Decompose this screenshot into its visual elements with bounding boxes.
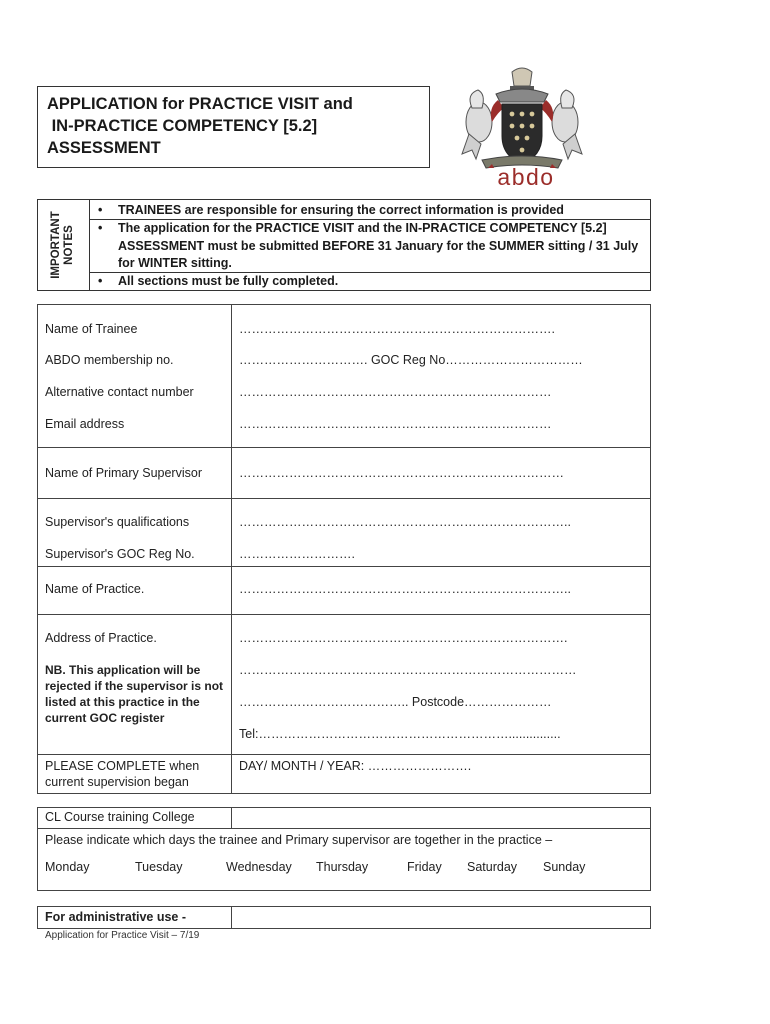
- admin-use-label: For administrative use -: [45, 910, 187, 924]
- supervision-date-field[interactable]: DAY/ MONTH / YEAR: …………………….: [239, 759, 472, 773]
- day-option-thursday[interactable]: Thursday: [316, 860, 369, 874]
- day-option-monday[interactable]: Monday: [45, 860, 90, 874]
- admin-use-divider: [231, 906, 232, 929]
- practice-telephone[interactable]: Tel:……………………………………………………...............: [239, 727, 561, 741]
- email-field[interactable]: …………………………………………………………………: [239, 417, 552, 431]
- form-title-line-2: IN-PRACTICE COMPETENCY [5.2]: [47, 117, 318, 135]
- practice-name-field[interactable]: ……………………………………………………………………..: [239, 582, 571, 596]
- important-notes-label-line-2: NOTES: [63, 225, 75, 265]
- table-row-divider: [37, 614, 651, 615]
- days-together-prompt: Please indicate which days the trainee and Primary supervisor are together in the practice –: [45, 833, 553, 847]
- practice-address-line-2[interactable]: ………………………………………………………………………: [239, 663, 577, 677]
- table-row-divider: [37, 754, 651, 755]
- important-notes-label-line-1: IMPORTANT: [50, 211, 62, 279]
- note-text: The application for the PRACTICE VISIT and the IN-PRACTICE COMPETENCY [5.2] ASSESSMENT must be submitted BEFORE 31 January for the SUMMER sitting / 31 July for WINTER sitting.: [118, 221, 639, 270]
- supervisor-goc-label: Supervisor's GOC Reg No.: [45, 547, 195, 561]
- cl-course-divider: [231, 807, 232, 828]
- practice-name-label: Name of Practice.: [45, 582, 145, 596]
- important-notes-sidebar: [37, 199, 90, 291]
- table-row-divider: [37, 566, 651, 567]
- trainee-name-field[interactable]: ………………………………………………………………….: [239, 322, 555, 336]
- form-title-line-1: APPLICATION for PRACTICE VISIT and: [47, 95, 353, 113]
- page-footer: Application for Practice Visit – 7/19: [45, 930, 200, 941]
- note-item: [98, 220, 648, 273]
- primary-supervisor-field[interactable]: ……………………………………………………………………: [239, 466, 564, 480]
- supervision-began-label-line-2: current supervision began: [45, 775, 189, 789]
- bullet-icon: •: [98, 221, 103, 235]
- day-option-friday[interactable]: Friday: [407, 860, 442, 874]
- abdo-wordmark: abdo: [497, 164, 555, 190]
- supervisor-qualifications-field[interactable]: ……………………………………………………………………..: [239, 515, 571, 529]
- abdo-membership-field[interactable]: …………………………. GOC Reg No……………………………: [239, 353, 583, 367]
- supervisor-goc-field[interactable]: ……………………….: [239, 547, 355, 561]
- supervisor-qualifications-label: Supervisor's qualifications: [45, 515, 190, 529]
- day-option-tuesday[interactable]: Tuesday: [135, 860, 183, 874]
- note-item: [98, 273, 648, 291]
- important-notes-label: [50, 211, 76, 279]
- alt-contact-field[interactable]: …………………………………………………………………: [239, 385, 552, 399]
- note-text: All sections must be fully completed.: [118, 274, 339, 288]
- cl-course-row-divider: [37, 828, 651, 829]
- note-text: TRAINEES are responsible for ensuring the correct information is provided: [118, 203, 564, 217]
- table-row-divider: [37, 447, 651, 448]
- day-option-saturday[interactable]: Saturday: [467, 860, 518, 874]
- table-column-divider: [231, 304, 232, 794]
- bullet-icon: •: [98, 274, 103, 288]
- primary-supervisor-label: Name of Primary Supervisor: [45, 466, 202, 480]
- supervisor-rejection-note: NB. This application will be rejected if the supervisor is not listed at this practice in the current GOC register: [45, 663, 224, 725]
- abdo-membership-label: ABDO membership no.: [45, 353, 174, 367]
- trainee-name-label: Name of Trainee: [45, 322, 138, 336]
- form-title-line-3: ASSESSMENT: [47, 139, 161, 157]
- practice-address-postcode[interactable]: ………………………………….. Postcode…………………: [239, 695, 552, 709]
- alt-contact-label: Alternative contact number: [45, 385, 194, 399]
- email-label: Email address: [45, 417, 125, 431]
- table-row-divider: [37, 498, 651, 499]
- day-option-wednesday[interactable]: Wednesday: [226, 860, 292, 874]
- note-item: [98, 202, 648, 220]
- day-option-sunday[interactable]: Sunday: [543, 860, 586, 874]
- cl-course-label: CL Course training College: [45, 810, 195, 824]
- form-title-box: [37, 86, 430, 168]
- supervision-began-label-line-1: PLEASE COMPLETE when: [45, 759, 200, 773]
- practice-address-line-1[interactable]: …………………………………………………………………….: [239, 631, 568, 645]
- bullet-icon: •: [98, 203, 103, 217]
- practice-address-label: Address of Practice.: [45, 631, 157, 645]
